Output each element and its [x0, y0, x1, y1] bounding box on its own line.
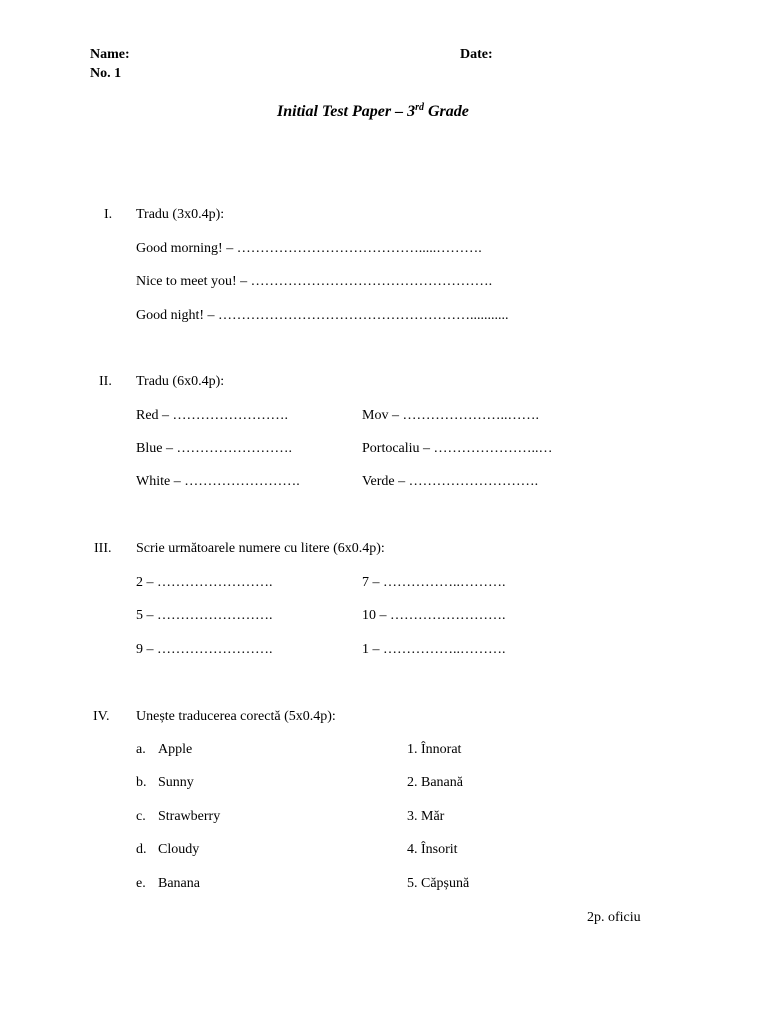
exercise-item: 7 – ……………..……….	[362, 575, 506, 590]
section-heading: Tradu (3x0.4p):	[136, 207, 225, 222]
option-word: Banana	[158, 876, 200, 891]
option-word: Sunny	[158, 775, 194, 790]
option-letter: c.	[136, 809, 146, 824]
translation-line: Good morning! – ………………………………….....……….	[136, 241, 482, 256]
title-main: Initial Test Paper – 3	[277, 103, 416, 120]
translation-line: Good night! – ………………………………………………...........	[136, 308, 509, 323]
section-numeral: I.	[104, 207, 113, 222]
section-heading: Unește traducerea corectă (5x0.4p):	[136, 709, 336, 724]
date-label: Date:	[460, 47, 493, 62]
section-heading: Scrie următoarele numere cu litere (6x0.4p):	[136, 541, 385, 556]
exercise-item: 9 – …………………….	[136, 642, 273, 657]
section-numeral: II.	[99, 374, 112, 389]
exercise-item: 10 – …………………….	[362, 608, 506, 623]
option-word: Cloudy	[158, 842, 200, 857]
exercise-item: 5 – …………………….	[136, 608, 273, 623]
match-option: 4. Însorit	[407, 842, 458, 857]
exercise-item: Portocaliu – …………………..…	[362, 441, 553, 456]
section-heading: Tradu (6x0.4p):	[136, 374, 225, 389]
exercise-item: 2 – …………………….	[136, 575, 273, 590]
section-numeral: IV.	[93, 709, 110, 724]
exercise-item: Verde – ……………………….	[362, 474, 539, 489]
option-letter: a.	[136, 742, 146, 757]
exercise-item: White – …………………….	[136, 474, 300, 489]
exercise-item: 1 – ……………..……….	[362, 642, 506, 657]
oficiu-points: 2p. oficiu	[587, 910, 641, 925]
section-numeral: III.	[94, 541, 112, 556]
page-title	[277, 102, 469, 122]
option-letter: e.	[136, 876, 146, 891]
option-word: Apple	[158, 742, 193, 757]
match-option: 3. Măr	[407, 809, 445, 824]
title-superscript: rd	[415, 102, 424, 113]
option-letter: b.	[136, 775, 147, 790]
option-word: Strawberry	[158, 809, 221, 824]
translation-line: Nice to meet you! – …………………………………………….	[136, 274, 493, 289]
option-letter: d.	[136, 842, 147, 857]
match-option: 2. Banană	[407, 775, 463, 790]
name-label: Name:	[90, 47, 130, 62]
exercise-item: Mov – …………………..…….	[362, 408, 539, 423]
exercise-item: Blue – …………………….	[136, 441, 292, 456]
match-option: 1. Înnorat	[407, 742, 462, 757]
exercise-item: Red – …………………….	[136, 408, 289, 423]
title-suffix: Grade	[424, 103, 469, 120]
number-label: No. 1	[90, 66, 122, 81]
match-option: 5. Căpșună	[407, 876, 470, 891]
